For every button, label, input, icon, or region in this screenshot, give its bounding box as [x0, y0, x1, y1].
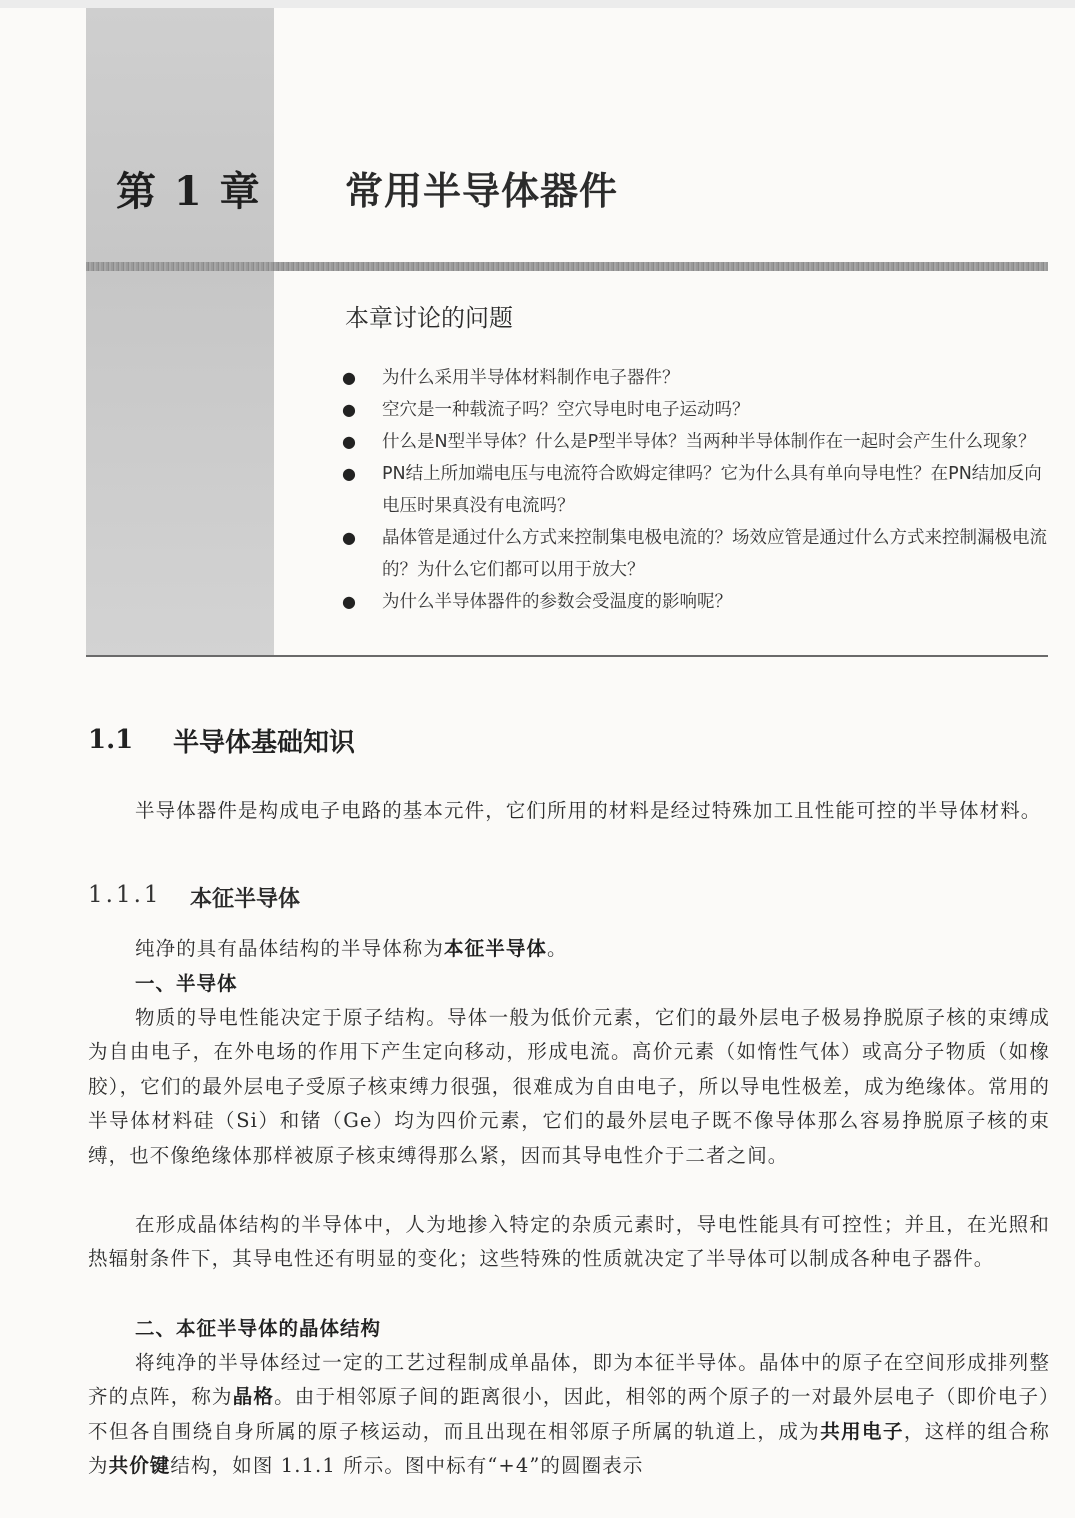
crystal-text-3: ，这样的组合称为 — [88, 1419, 1050, 1478]
question-text: 晶体管是通过什么方式来控制集电极电流的？场效应管是通过什么方式来控制漏极电流的？为什么它们都可以用于放大？ — [382, 528, 1047, 580]
chapter-number: 第 1 章 — [116, 168, 262, 215]
term-lattice: 晶格 — [232, 1385, 275, 1409]
crystal-text-1: 将纯净的半导体经过一定的工艺过程制成单晶体，即为本征半导体。晶体中的原子在空间形成排列整齐的点阵，称为 — [88, 1351, 1050, 1409]
list-item — [340, 426, 1052, 458]
questions-bottom-rule — [86, 655, 1048, 657]
section-number: 1.1 — [88, 725, 134, 755]
bullet-icon: ● — [342, 432, 356, 451]
question-text: 为什么半导体器件的参数会受温度的影响呢？ — [382, 592, 732, 612]
term-shared-electron: 共用电子 — [820, 1419, 904, 1443]
question-text: 什么是N型半导体？什么是P型半导体？当两种半导体制作在一起时会产生什么现象？ — [382, 432, 1036, 452]
chapter-divider — [86, 262, 1048, 271]
bullet-icon: ● — [342, 368, 356, 387]
question-text: 空穴是一种载流子吗？空穴导电时电子运动吗？ — [382, 400, 750, 420]
questions-heading: 本章讨论的问题 — [345, 304, 513, 332]
bullet-icon: ● — [342, 592, 356, 611]
top-margin-band — [0, 0, 1075, 8]
list-item — [340, 586, 1052, 618]
term-covalent-bond: 共价键 — [108, 1454, 171, 1478]
crystal-text-2: 。由于相邻原子间的距离很小，因此，相邻的两个原子的一对最外层电子（即价电子）不但各自围绕自身所属的原子核运动，而且出现在相邻原子所属的轨道上，成为 — [88, 1385, 1051, 1443]
definition-paragraph — [88, 932, 1050, 966]
list-item — [340, 362, 1052, 394]
section-title: 半导体基础知识 — [173, 728, 356, 758]
bullet-icon: ● — [342, 464, 356, 483]
question-text: PN结上所加端电压与电流符合欧姆定律吗？它为什么具有单向导电性？在PN结加反向电压时果真没有电流吗？ — [382, 464, 1042, 516]
list-item — [340, 458, 1052, 522]
list-item — [340, 522, 1052, 586]
bullet-icon: ● — [342, 528, 356, 547]
crystal-text-4: 结构，如图 1.1.1 所示。图中标有“+4”的圆圈表示 — [170, 1454, 644, 1478]
section-intro: 半导体器件是构成电子电路的基本元件，它们所用的材料是经过特殊加工且性能可控的半导体材料。 — [135, 799, 1042, 822]
chapter-title: 常用半导体器件 — [345, 169, 619, 213]
definition-text: 纯净的具有晶体结构的半导体称为 — [135, 937, 445, 960]
list-item — [340, 394, 1052, 426]
subsection-title: 本征半导体 — [190, 887, 301, 912]
subsection-number: 1.1.1 — [88, 882, 162, 908]
question-text: 为什么采用半导体材料制作电子器件？ — [382, 368, 680, 388]
paragraph-conductivity: 物质的导电性能决定于原子结构。导体一般为低价元素，它们的最外层电子极易挣脱原子核的束缚成为自由电子，在外电场的作用下产生定向移动，形成电流。高价元素（如惰性气体）或高分子物质（如橡胶），它们的最外层电子受原子核束缚力很强，很难成为自由电子，所以导电性极差，成为绝缘体。常用的半导体材料硅（Si）和锗（Ge）均为四价元素，它们的最外层电子既不像导体那么容易挣脱原子核的束缚，也不像绝缘体那样被原子核束缚得那么紧，因而其导电性介于二者之间。 — [88, 1006, 1050, 1167]
bullet-icon: ● — [342, 400, 356, 419]
paragraph-doping: 在形成晶体结构的半导体中，人为地掺入特定的杂质元素时，导电性能具有可控性；并且，在光照和热辐射条件下，其导电性还有明显的变化；这些特殊的性质就决定了半导体可以制成各种电子器件。 — [88, 1213, 1050, 1271]
part-heading-semiconductor: 一、半导体 — [135, 972, 238, 995]
questions-list — [340, 362, 1052, 618]
paragraph-crystal-structure — [88, 1346, 1050, 1484]
chapter-side-strip — [86, 8, 274, 656]
part-heading-crystal: 二、本征半导体的晶体结构 — [135, 1317, 382, 1340]
definition-term: 本征半导体 — [444, 937, 548, 960]
definition-end: 。 — [547, 937, 568, 960]
